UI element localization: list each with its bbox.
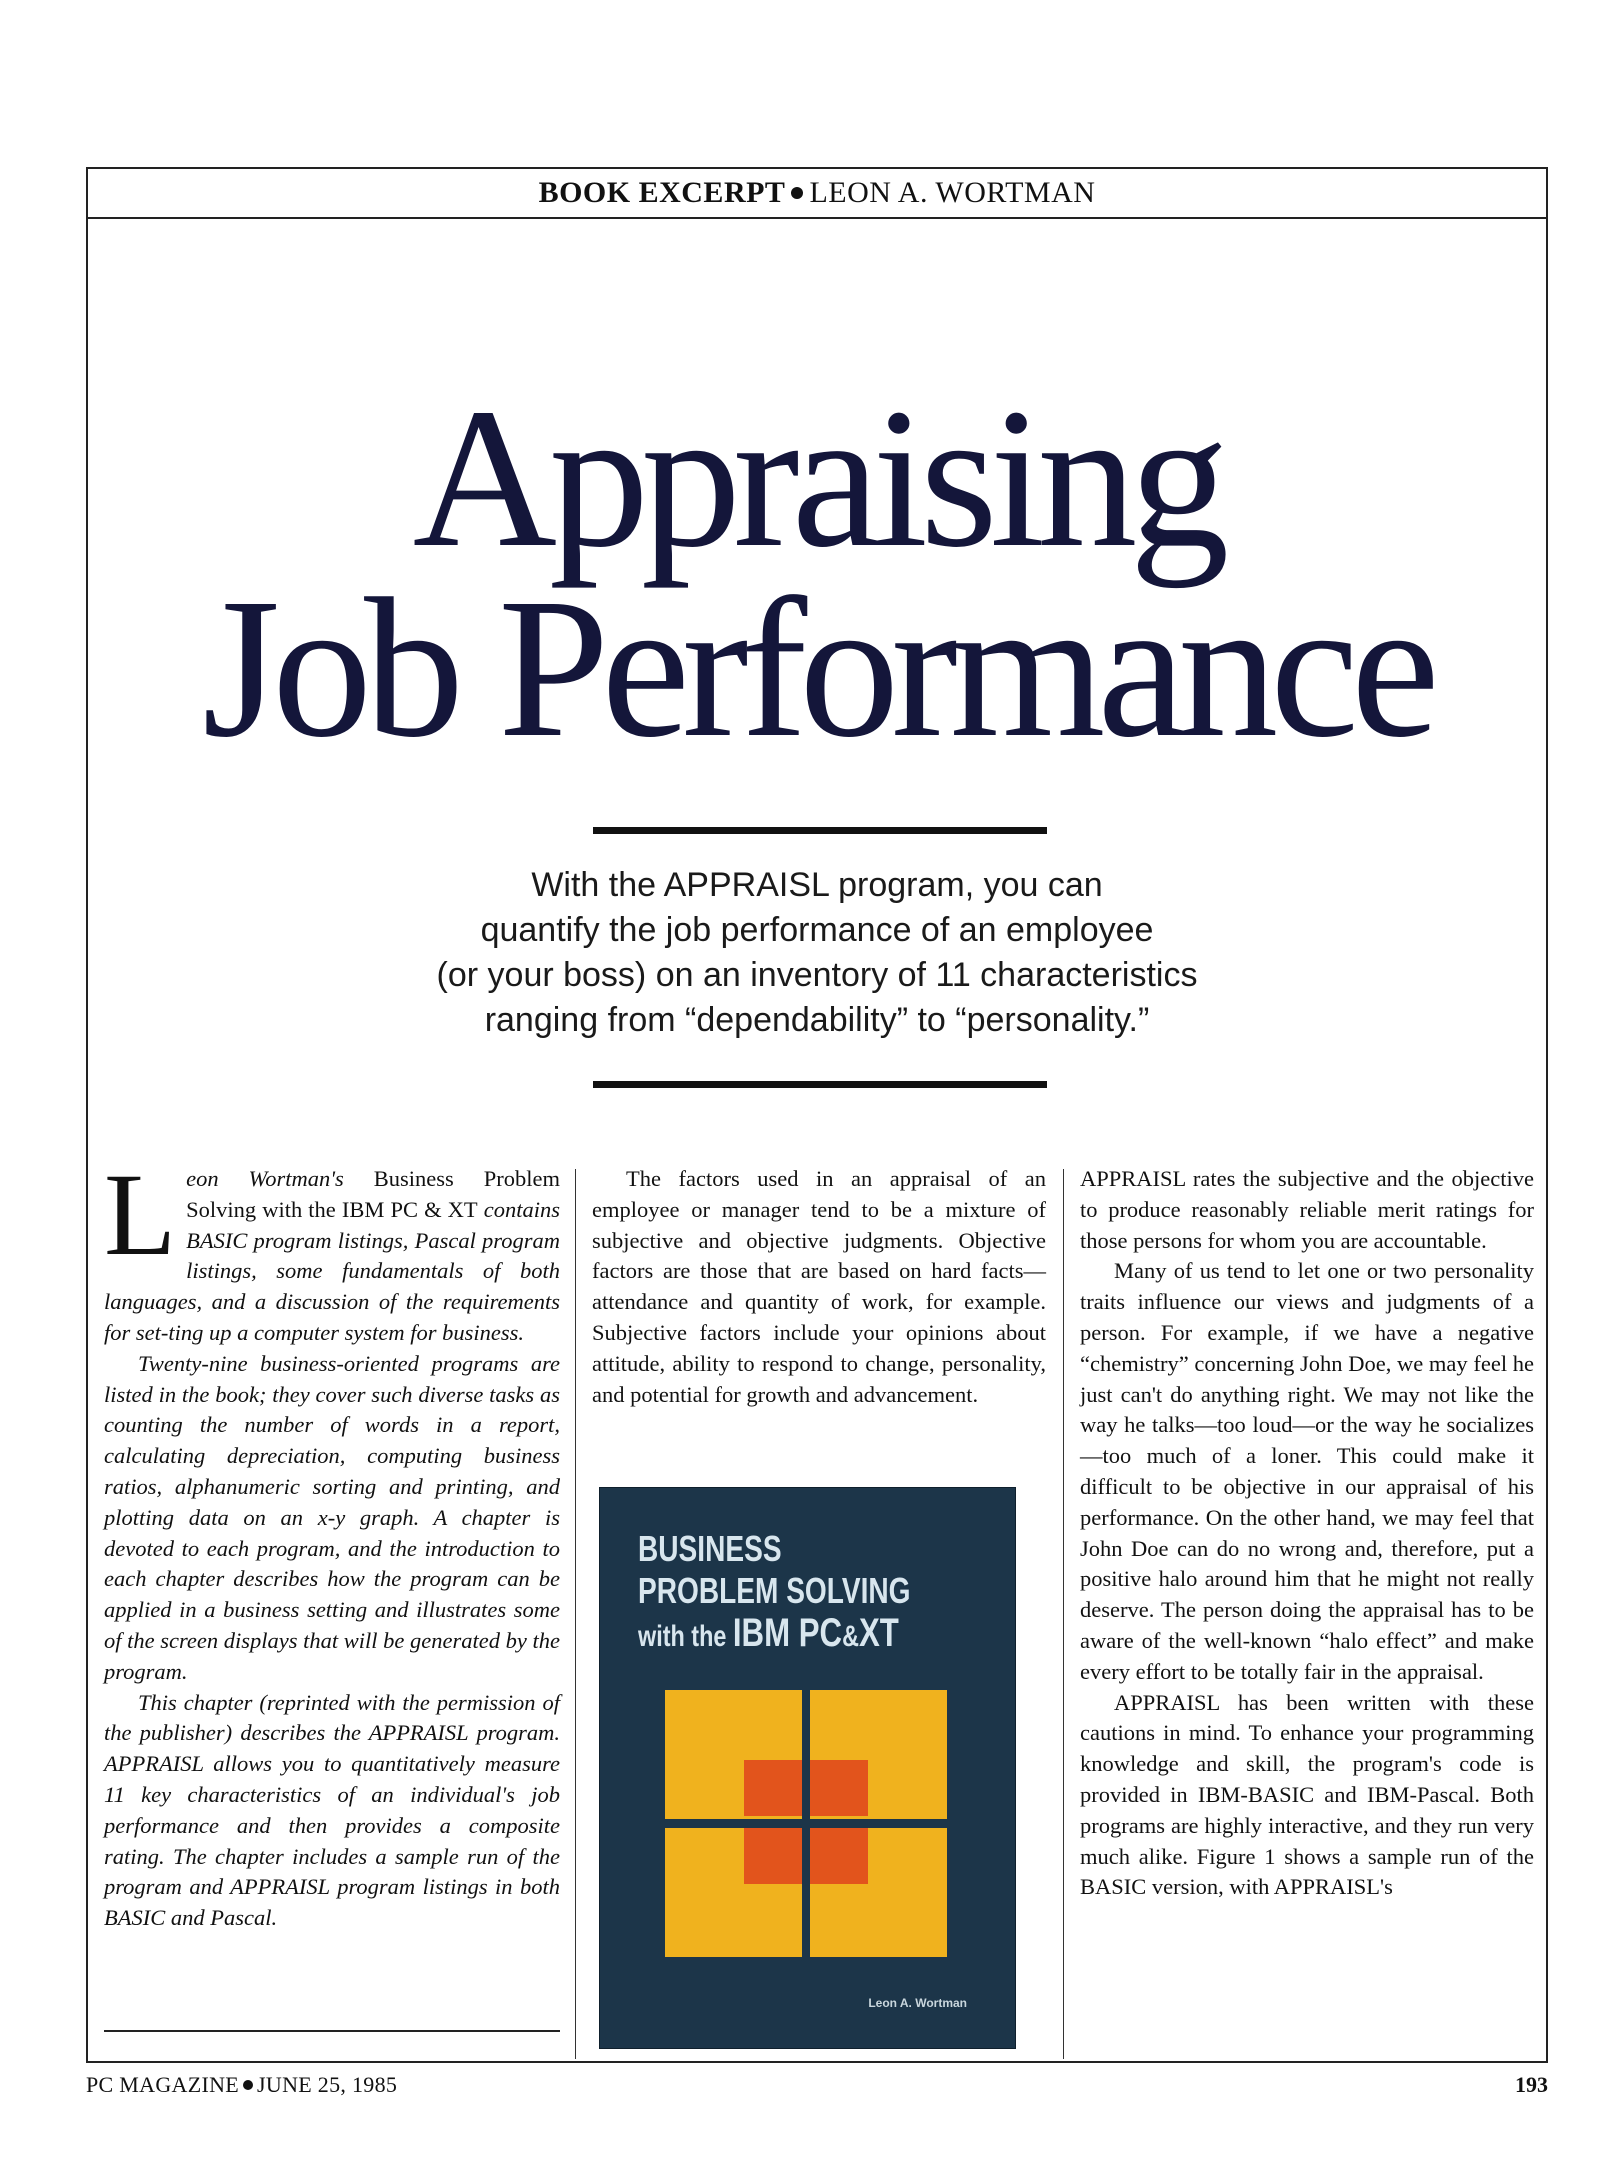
cover-square bbox=[810, 1760, 868, 1816]
column-divider bbox=[1063, 1169, 1064, 2059]
bullet-dot-icon bbox=[791, 187, 803, 199]
intro-rest: contains BASIC program listings, Pascal program listings, some fundamentals of both languages, and a discussion of the requirements for set-ting up a computer system for business. bbox=[104, 1196, 560, 1345]
footer-magazine: PC MAGAZINE bbox=[86, 2072, 240, 2097]
book-cover-author: Leon A. Wortman bbox=[868, 1996, 967, 2010]
cover-square bbox=[744, 1828, 802, 1884]
deck-line: With the APPRAISL program, you can bbox=[531, 866, 1103, 904]
column-divider bbox=[575, 1169, 576, 2059]
page-number: 193 bbox=[1515, 2072, 1548, 2097]
drop-cap: L bbox=[104, 1149, 177, 1280]
book-title-ref: Business Problem Solving with the IBM PC & XT bbox=[186, 1166, 560, 1222]
body-column-3 bbox=[1080, 1164, 1534, 1903]
body-column-2 bbox=[592, 1164, 1046, 1410]
body-paragraph: APPRAISL has been written with these cautions in mind. To enhance your programming knowledge and skill, the program's code is provided in IBM-BASIC and IBM-Pascal. Both programs are highly interactive, and they run very much alike. Figure 1 shows a sample run of the BASIC version, with APPRAISL's bbox=[1080, 1689, 1534, 1900]
body-paragraph: The factors used in an appraisal of an employee or manager tend to be a mixture of subjective and objective judgments. Objective factors are those that are based on hard facts—attendance and quantity of work, for example. Subjective factors include your opinions about attitude, ability to respond to change, personality, and potential for growth and advancement. bbox=[592, 1166, 1046, 1407]
intro-column bbox=[104, 1149, 560, 1934]
deck bbox=[88, 863, 1546, 1043]
footer-publication bbox=[86, 2072, 397, 2098]
book-cover-with: with the bbox=[638, 1620, 733, 1653]
bullet-dot-icon bbox=[243, 2080, 253, 2090]
deck-bottom-rule bbox=[593, 1081, 1047, 1088]
body-paragraph: APPRAISL rates the subjective and the objective to produce reasonably reliable merit ratings for those persons for whom you are accountable. bbox=[1080, 1166, 1534, 1253]
cover-square bbox=[810, 1828, 868, 1884]
book-cover-image bbox=[599, 1487, 1016, 2049]
body-paragraph: Many of us tend to let one or two personality traits influence our views and judgments of a person. For example, if we have a negative “chemistry” concerning John Doe, we may feel he just can't do anything right. We may not like the way he talks—too loud—or the way he socializes—too much of a loner. This could make it difficult to be objective in our appraisal of his performance. On the other hand, we may feel that John Doe can do no wrong and, therefore, put a positive halo around him that he might not really deserve. The person doing the appraisal has to be aware of the well-known “halo effect” and make every effort to be totally fair in the appraisal. bbox=[1080, 1258, 1534, 1684]
byline: LEON A. WORTMAN bbox=[809, 176, 1096, 209]
book-cover-line bbox=[638, 1612, 919, 1658]
cover-square bbox=[744, 1760, 802, 1816]
book-cover-amp: & bbox=[842, 1620, 859, 1653]
article-frame bbox=[86, 167, 1548, 2063]
book-cover-line: PROBLEM SOLVING bbox=[638, 1570, 911, 1611]
column-end-rule bbox=[104, 2030, 560, 2032]
book-cover-title bbox=[638, 1528, 919, 1658]
header-bar bbox=[88, 169, 1546, 219]
deck-line: (or your boss) on an inventory of 11 characteristics bbox=[436, 956, 1198, 994]
book-cover-line: BUSINESS bbox=[638, 1528, 782, 1569]
deck-top-rule bbox=[593, 827, 1047, 834]
intro-paragraph bbox=[104, 1149, 560, 1349]
headline-line-2: Job Performance bbox=[202, 558, 1432, 779]
deck-line: ranging from “dependability” to “personality.” bbox=[484, 1001, 1150, 1039]
intro-lead: eon Wortman's bbox=[186, 1166, 374, 1191]
intro-paragraph: This chapter (reprinted with the permission of the publisher) describes the APPRAISL program. APPRAISL allows you to quantitatively measure 11 key characteristics of an individual's job performance and then provides a composite rating. The chapter includes a sample run of the program and APPRAISL program listings in both BASIC and Pascal. bbox=[104, 1689, 560, 1931]
headline-line-1: Appraising bbox=[412, 368, 1222, 589]
section-kicker: BOOK EXCERPT bbox=[538, 176, 786, 209]
book-cover-ibm: IBM PC bbox=[732, 1611, 843, 1655]
intro-paragraph: Twenty-nine business-oriented programs are listed in the book; they cover such diverse tasks as counting the number of words in a report, calculating depreciation, computing business ratios, alphanumeric sorting and printing, and plotting data on an x-y graph. A chapter is devoted to each program, and the introduction to each chapter describes how the program can be applied in a business setting and illustrates some of the screen displays that will be generated by the program. bbox=[104, 1350, 560, 1684]
book-cover-xt: XT bbox=[858, 1611, 899, 1655]
footer-date: JUNE 25, 1985 bbox=[257, 2072, 398, 2097]
deck-line: quantify the job performance of an employee bbox=[480, 911, 1154, 949]
